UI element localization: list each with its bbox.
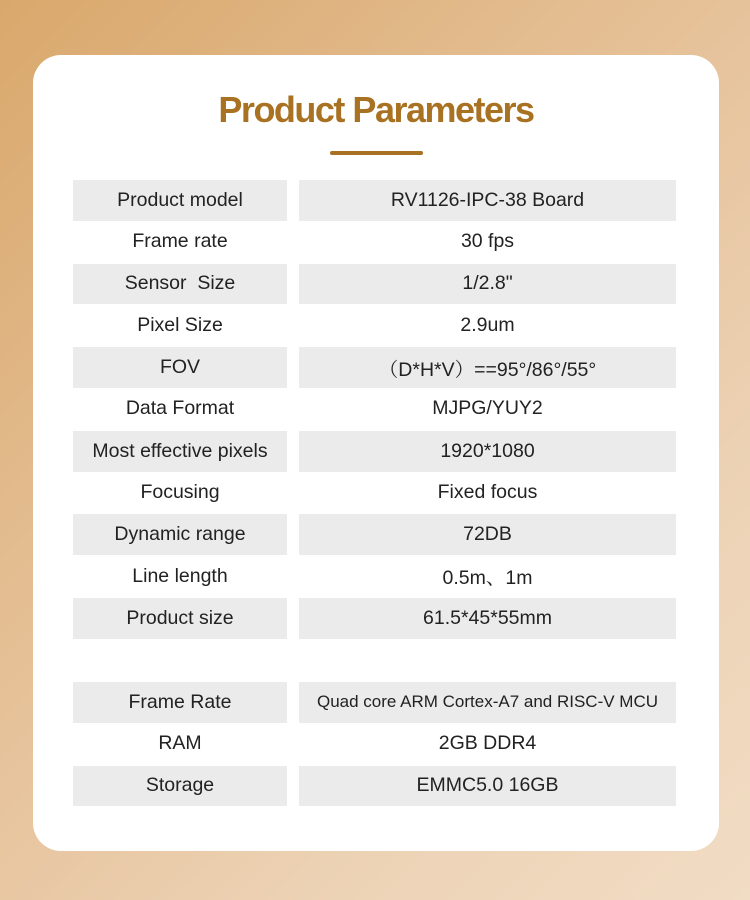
row-value: 1/2.8" [299,264,676,305]
row-value: Fixed focus [437,480,538,503]
row-label: RAM [158,732,202,755]
page-title: Product Parameters [218,89,534,130]
table-row [73,681,676,723]
row-label: Storage [73,766,287,807]
row-label: Line length [132,564,228,587]
row-value: 2.9um [460,313,515,336]
row-label: Pixel Size [137,313,223,336]
spec-table-platform [73,681,676,806]
table-row [73,388,676,430]
row-label: Product model [73,180,287,221]
table-row [73,555,676,597]
row-value: RV1126-IPC-38 Board [299,180,676,221]
table-row [73,263,676,305]
table-row [73,765,676,807]
row-value: 0.5m、1m [442,567,533,590]
row-label: Sensor Size [73,264,287,305]
row-value: MJPG/YUY2 [432,397,543,420]
row-value: 30 fps [460,230,515,253]
row-value: 2GB DDR4 [438,732,537,755]
table-row [73,221,676,263]
table-row [73,304,676,346]
row-label: Most effective pixels [73,431,287,472]
row-label: Dynamic range [73,514,287,555]
row-label: Frame Rate [73,682,287,723]
row-label: Focusing [140,480,220,503]
row-value: Quad core ARM Cortex-A7 and RISC-V MCU [299,682,676,723]
spec-table-main [73,179,676,639]
row-value: 1920*1080 [299,431,676,472]
table-row [73,597,676,639]
row-value: EMMC5.0 16GB [299,766,676,807]
table-row [73,513,676,555]
table-row [73,723,676,765]
table-row [73,472,676,514]
row-value: 72DB [299,514,676,555]
row-label: Product size [73,598,287,639]
table-row [73,346,676,388]
row-label: FOV [73,347,287,388]
table-row [73,179,676,221]
row-value: （D*H*V）==95°/86°/55° [299,347,676,388]
title-underline [330,151,423,155]
table-row [73,430,676,472]
row-label: Data Format [125,397,235,420]
row-value: 61.5*45*55mm [299,598,676,639]
parameters-card [33,55,719,851]
row-label: Frame rate [132,230,228,253]
